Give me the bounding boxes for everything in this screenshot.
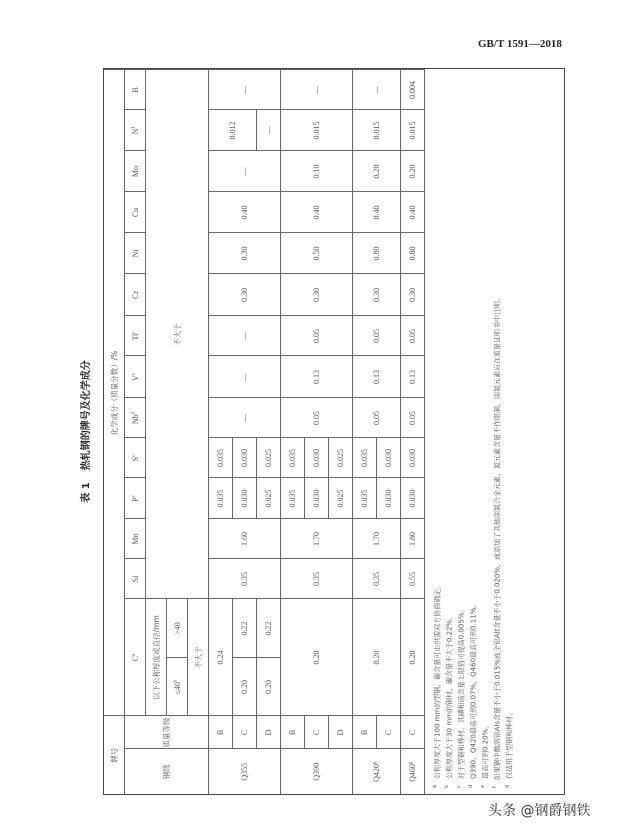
ti-cell: 0.05 bbox=[353, 316, 401, 356]
p-cell: 0.030 bbox=[401, 478, 425, 519]
chemical-composition-table bbox=[104, 69, 425, 794]
steel-grade-header: 钢级 bbox=[125, 749, 209, 794]
b-cell: — bbox=[209, 70, 281, 110]
c-cell: 0.20 bbox=[353, 599, 401, 716]
n-cell: 0.015 bbox=[401, 110, 425, 151]
b-cell: — bbox=[353, 70, 401, 110]
quality-cell: C bbox=[401, 716, 425, 749]
table-title bbox=[77, 68, 92, 795]
cu-cell: 0.40 bbox=[209, 192, 281, 233]
grade-cell: Q460$^g$ bbox=[401, 749, 425, 794]
c-not-more-than-label: 不大于 bbox=[188, 599, 209, 716]
cr-cell: 0.30 bbox=[401, 274, 425, 316]
si-cell: 0.35 bbox=[281, 559, 353, 599]
thickness-header: 以下公称厚度或直径/mm bbox=[146, 599, 167, 716]
quality-cell: B bbox=[209, 716, 233, 749]
table-row bbox=[353, 70, 377, 794]
footnote: $^d$Q390、Q420最高可到0.07%，Q460最高可到0.11%。 bbox=[467, 600, 478, 788]
mo-cell: — bbox=[209, 151, 281, 192]
c-cell: 0.20 bbox=[401, 599, 425, 716]
s-cell: 0.035 bbox=[353, 438, 377, 478]
header-ti: Ti$^e$ bbox=[125, 316, 146, 356]
si-cell: 0.35 bbox=[353, 559, 401, 599]
chem-group-header: 化学成分（质量分数）/% bbox=[104, 70, 125, 716]
footnote: $^e$最高可到0.20%。 bbox=[479, 721, 490, 788]
ti-cell: 0.05 bbox=[401, 316, 425, 356]
ni-cell: 0.80 bbox=[401, 233, 425, 274]
b-cell: — bbox=[281, 70, 353, 110]
header-c: $C^a$ bbox=[125, 599, 146, 716]
header-mo: Mo bbox=[125, 151, 146, 192]
standard-number: GB/T 1591—2018 bbox=[478, 38, 562, 50]
quality-cell: C bbox=[377, 716, 401, 749]
c-le40-cell: 0.20 bbox=[257, 658, 281, 716]
nb-cell: 0.05 bbox=[281, 398, 353, 438]
n-cell: 0.015 bbox=[353, 110, 401, 151]
c-gt40-cell: 0.22 bbox=[233, 599, 257, 658]
p-cell: 0.030 bbox=[377, 478, 401, 519]
le40-header: $\le 40^b$ bbox=[167, 658, 188, 716]
p-cell: 0.035 bbox=[281, 478, 305, 519]
not-more-than-label: 不大于 bbox=[146, 70, 209, 599]
s-cell: 0.035 bbox=[209, 438, 233, 478]
n-cell: 0.015 bbox=[281, 110, 353, 151]
quality-cell: D bbox=[257, 716, 281, 749]
quality-cell: C bbox=[233, 716, 257, 749]
ti-cell: 0.05 bbox=[281, 316, 353, 356]
header-nb: Nb$^d$ bbox=[125, 398, 146, 438]
quality-header: 质量等级 bbox=[125, 716, 209, 749]
mo-cell: 0.20 bbox=[353, 151, 401, 192]
c-gt40-cell: 0.22 bbox=[257, 599, 281, 658]
ni-cell: 0.50 bbox=[281, 233, 353, 274]
header-v: Ve bbox=[125, 356, 146, 398]
p-cell: 0.030 bbox=[305, 478, 329, 519]
table-number: 表 1 bbox=[81, 482, 92, 503]
si-cell: 0.35 bbox=[209, 559, 281, 599]
mn-cell: 1.70 bbox=[281, 519, 353, 559]
quality-cell: B bbox=[353, 716, 377, 749]
p-cell: 0.025 bbox=[329, 478, 353, 519]
header-mn: Mn bbox=[125, 519, 146, 559]
nb-cell: 0.05 bbox=[353, 398, 401, 438]
p-cell: 0.035 bbox=[209, 478, 233, 519]
quality-cell: B bbox=[281, 716, 305, 749]
header-cu: Cu bbox=[125, 192, 146, 233]
footnote: $^g$仅适用于型钢和棒材。 bbox=[503, 708, 513, 788]
cu-cell: 0.40 bbox=[401, 192, 425, 233]
c-le40-cell: 0.20 bbox=[233, 658, 257, 716]
rotated-page bbox=[75, 68, 565, 795]
s-cell: 0.035 bbox=[281, 438, 305, 478]
s-cell: 0.025 bbox=[329, 438, 353, 478]
nb-cell: 0.05 bbox=[401, 398, 425, 438]
mn-cell: 1.60 bbox=[209, 519, 281, 559]
table-caption: 热轧钢的牌号及化学成分 bbox=[81, 360, 92, 471]
header-s: $S^c$ bbox=[125, 438, 146, 478]
s-cell: 0.030 bbox=[401, 438, 425, 478]
v-cell: 0.13 bbox=[353, 356, 401, 398]
cr-cell: 0.30 bbox=[209, 274, 281, 316]
footnote: $^c$对于型钢和棒材，其磷和硫含量上限值可提高0.005%。 bbox=[455, 605, 466, 788]
n-cell: 0.012 bbox=[209, 110, 257, 151]
table-frame bbox=[103, 68, 565, 795]
footnote: $^a$公称厚度大于100 mm的型钢，碳含量可由供需双方协商确定。 bbox=[432, 581, 442, 788]
header-b: B bbox=[125, 70, 146, 110]
cu-cell: 0.40 bbox=[353, 192, 401, 233]
footnote: $^b$公称厚度大于30 mm的钢材，碳含量不大于0.22%。 bbox=[443, 612, 454, 788]
header-n: $N^f$ bbox=[125, 110, 146, 151]
s-cell: 0.030 bbox=[233, 438, 257, 478]
nb-cell: — bbox=[209, 398, 281, 438]
mn-cell: 1.80 bbox=[401, 519, 425, 559]
quality-cell: D bbox=[329, 716, 353, 749]
cr-cell: 0.30 bbox=[353, 274, 401, 316]
header-ni: Ni bbox=[125, 233, 146, 274]
si-cell: 0.55 bbox=[401, 559, 425, 599]
mn-cell: 1.70 bbox=[353, 519, 401, 559]
mo-cell: 0.10 bbox=[281, 151, 353, 192]
v-cell: 0.13 bbox=[401, 356, 425, 398]
grade-cell: Q420$^g$ bbox=[353, 749, 401, 794]
s-cell: 0.030 bbox=[305, 438, 329, 478]
header-si: Si bbox=[125, 559, 146, 599]
grade-group-header: 牌号 bbox=[104, 716, 125, 794]
s-cell: 0.025 bbox=[257, 438, 281, 478]
grade-cell: Q355 bbox=[209, 749, 281, 794]
ni-cell: 0.30 bbox=[209, 233, 281, 274]
n-cell: — bbox=[257, 110, 281, 151]
ti-cell: — bbox=[209, 316, 281, 356]
grade-cell: Q390 bbox=[281, 749, 353, 794]
p-cell: 0.035 bbox=[353, 478, 377, 519]
quality-cell: C bbox=[305, 716, 329, 749]
cr-cell: 0.30 bbox=[281, 274, 353, 316]
c-cell: 0.24 bbox=[209, 599, 233, 716]
v-cell: 0.13 bbox=[281, 356, 353, 398]
footnote: $^f$如果钢中酸溶铝Als含量不小于0.015%或全铝Alt含量不小于0.020%，或添加了其他固氮合金元素，氮元素含量不作限制，固氮元素应在质量证明书中注明。 bbox=[491, 293, 501, 788]
mo-cell: 0.20 bbox=[401, 151, 425, 192]
table-row bbox=[401, 70, 425, 794]
gt40-header: >40 bbox=[167, 599, 188, 658]
p-cell: 0.025 bbox=[257, 478, 281, 519]
c-cell: 0.20 bbox=[281, 599, 353, 716]
b-cell: 0.004 bbox=[401, 70, 425, 110]
v-cell: — bbox=[209, 356, 281, 398]
footnotes bbox=[425, 69, 514, 794]
header-p: $P^c$ bbox=[125, 478, 146, 519]
ni-cell: 0.80 bbox=[353, 233, 401, 274]
s-cell: 0.030 bbox=[377, 438, 401, 478]
p-cell: 0.030 bbox=[233, 478, 257, 519]
table-row bbox=[281, 70, 305, 794]
header-cr: Cr bbox=[125, 274, 146, 316]
table-row bbox=[209, 70, 233, 794]
watermark: 头条 @钢爵钢铁 bbox=[488, 803, 591, 819]
cu-cell: 0.40 bbox=[281, 192, 353, 233]
